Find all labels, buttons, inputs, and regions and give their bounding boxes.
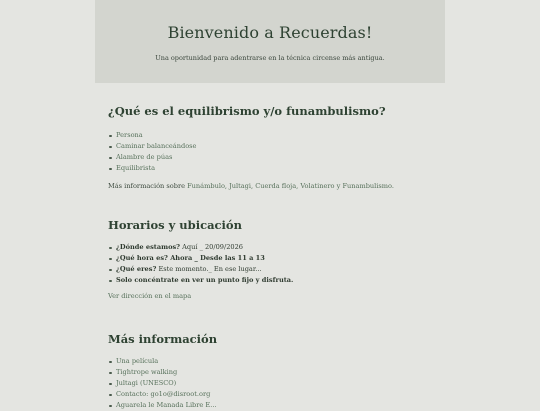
schedule-list: [108, 242, 432, 286]
list-item[interactable]: [116, 378, 432, 389]
more-info-line: [108, 181, 432, 191]
page: [95, 0, 445, 409]
list-item[interactable]: [116, 367, 432, 378]
list-item-label: Alambre de púas: [116, 153, 173, 161]
list-item[interactable]: [116, 400, 432, 411]
section-more-info: [108, 332, 432, 411]
schedule-item: [116, 264, 432, 275]
list-item-label: Jultagi (UNESCO): [116, 379, 177, 387]
hero-banner: [95, 0, 445, 83]
schedule-item: [116, 275, 432, 286]
list-item-label: Equilibrista: [116, 164, 156, 172]
schedule-label: ¿Dónde estamos?: [116, 243, 181, 251]
list-item-label: Aguarela le Manada Libre E...: [116, 401, 217, 409]
list-item[interactable]: [116, 163, 432, 174]
list-item-label: Tightrope walking: [116, 368, 178, 376]
more-info-list: [108, 356, 432, 411]
schedule-item: [116, 242, 432, 253]
list-item-label: Persona: [116, 131, 143, 139]
schedule-label: Solo concéntrate en ver un punto fijo y disfruta.: [116, 276, 294, 284]
map-link[interactable]: Ver dirección en el mapa: [108, 292, 192, 300]
section-heading-more-info: Más información: [108, 332, 218, 346]
schedule-value: Aquí _ 20/09/2026: [180, 243, 243, 251]
section-schedule: [108, 218, 432, 301]
list-item-label: Contacto: go1o@disroot.org: [116, 390, 211, 398]
list-item[interactable]: [116, 389, 432, 400]
schedule-label: ¿Qué eres?: [116, 265, 157, 273]
more-info-links[interactable]: Funámbulo, Jultagi, Cuerda floja, Volatinero y Funambulismo.: [187, 182, 394, 190]
section-heading-schedule: Horarios y ubicación: [108, 218, 242, 232]
list-item[interactable]: [116, 130, 432, 141]
schedule-item: [116, 253, 432, 264]
list-item-label: Una película: [116, 357, 159, 365]
section-heading-what-is: ¿Qué es el equilibrismo y/o funambulismo?: [108, 104, 386, 118]
list-item[interactable]: [116, 356, 432, 367]
schedule-label: ¿Qué hora es? Ahora _ Desde las 11 a 13: [116, 254, 265, 262]
schedule-value: Este momento._ En ese lugar...: [156, 265, 262, 273]
list-item[interactable]: [116, 152, 432, 163]
page-title: Bienvenido a Recuerdas!: [167, 23, 373, 42]
list-item[interactable]: [116, 141, 432, 152]
list-item-label: Caminar balanceándose: [116, 142, 197, 150]
more-info-prefix: Más información sobre: [108, 182, 188, 190]
section-what-is: [108, 104, 432, 191]
page-subtitle: Una oportunidad para adentrarse en la técnica circense más antigua.: [155, 54, 385, 62]
topic-list: [108, 130, 432, 174]
